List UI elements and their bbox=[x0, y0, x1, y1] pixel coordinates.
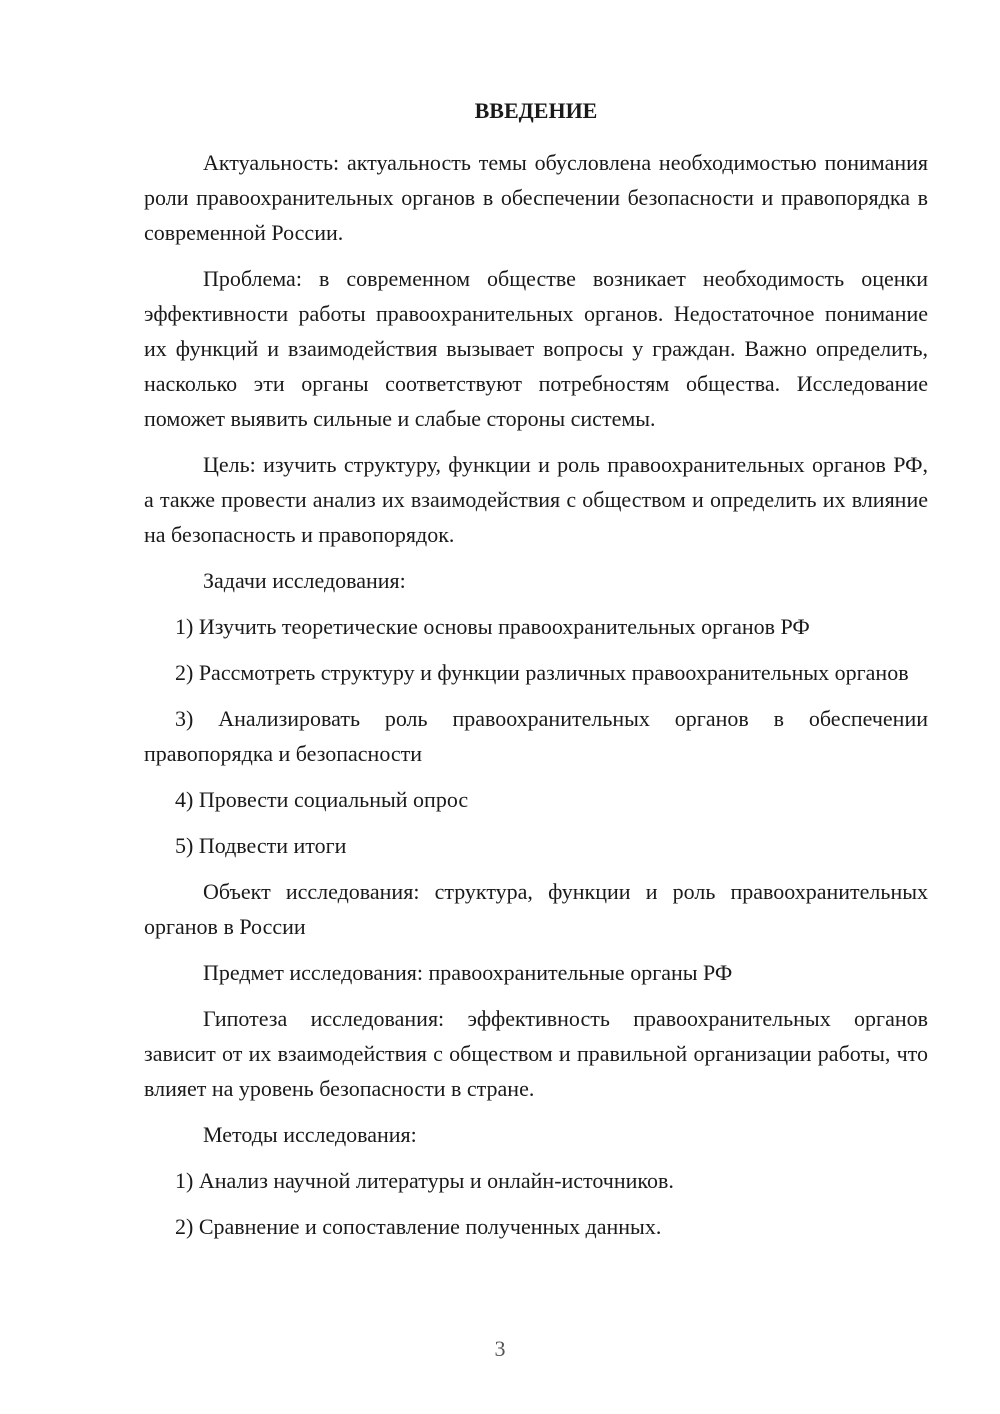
task-item: 3) Анализировать роль правоохранительных органов в обеспечении правопорядка и безопасности bbox=[144, 706, 928, 766]
task-item: 4) Провести социальный опрос bbox=[175, 787, 469, 812]
problem-paragraph: Проблема: в современном обществе возникает необходимость оценки эффективности работы правоохранительных органов. Недостаточное понимание их функций и взаимодействия вызывает вопросы у граждан. Важно определить, насколько эти органы соответствуют потребностям общества. Исследование поможет выявить сильные и слабые стороны системы. bbox=[144, 266, 928, 431]
task-item: 1) Изучить теоретические основы правоохранительных органов РФ bbox=[175, 614, 810, 639]
object-paragraph: Объект исследования: структура, функции и роль правоохранительных органов в России bbox=[144, 879, 928, 939]
methods-heading: Методы исследования: bbox=[203, 1122, 417, 1147]
page-title: ВВЕДЕНИЕ bbox=[474, 98, 598, 123]
task-item: 2) Рассмотреть структуру и функции различных правоохранительных органов bbox=[175, 660, 909, 685]
hypothesis-paragraph: Гипотеза исследования: эффективность правоохранительных органов зависит от их взаимодействия с обществом и правильной организации работы, что влияет на уровень безопасности в стране. bbox=[144, 1006, 928, 1101]
goal-paragraph: Цель: изучить структуру, функции и роль правоохранительных органов РФ, а также провести анализ их взаимодействия с обществом и определить их влияние на безопасность и правопорядок. bbox=[144, 452, 928, 547]
tasks-heading: Задачи исследования: bbox=[203, 568, 406, 593]
method-item: 1) Анализ научной литературы и онлайн-источников. bbox=[175, 1168, 674, 1193]
task-item: 5) Подвести итоги bbox=[175, 833, 347, 858]
page-number: 3 bbox=[494, 1336, 506, 1361]
relevance-paragraph: Актуальность: актуальность темы обусловлена необходимостью понимания роли правоохранительных органов в обеспечении безопасности и правопорядка в современной России. bbox=[144, 150, 928, 245]
method-item: 2) Сравнение и сопоставление полученных данных. bbox=[175, 1214, 662, 1239]
subject-paragraph: Предмет исследования: правоохранительные органы РФ bbox=[203, 960, 733, 985]
page-content bbox=[144, 95, 928, 1255]
